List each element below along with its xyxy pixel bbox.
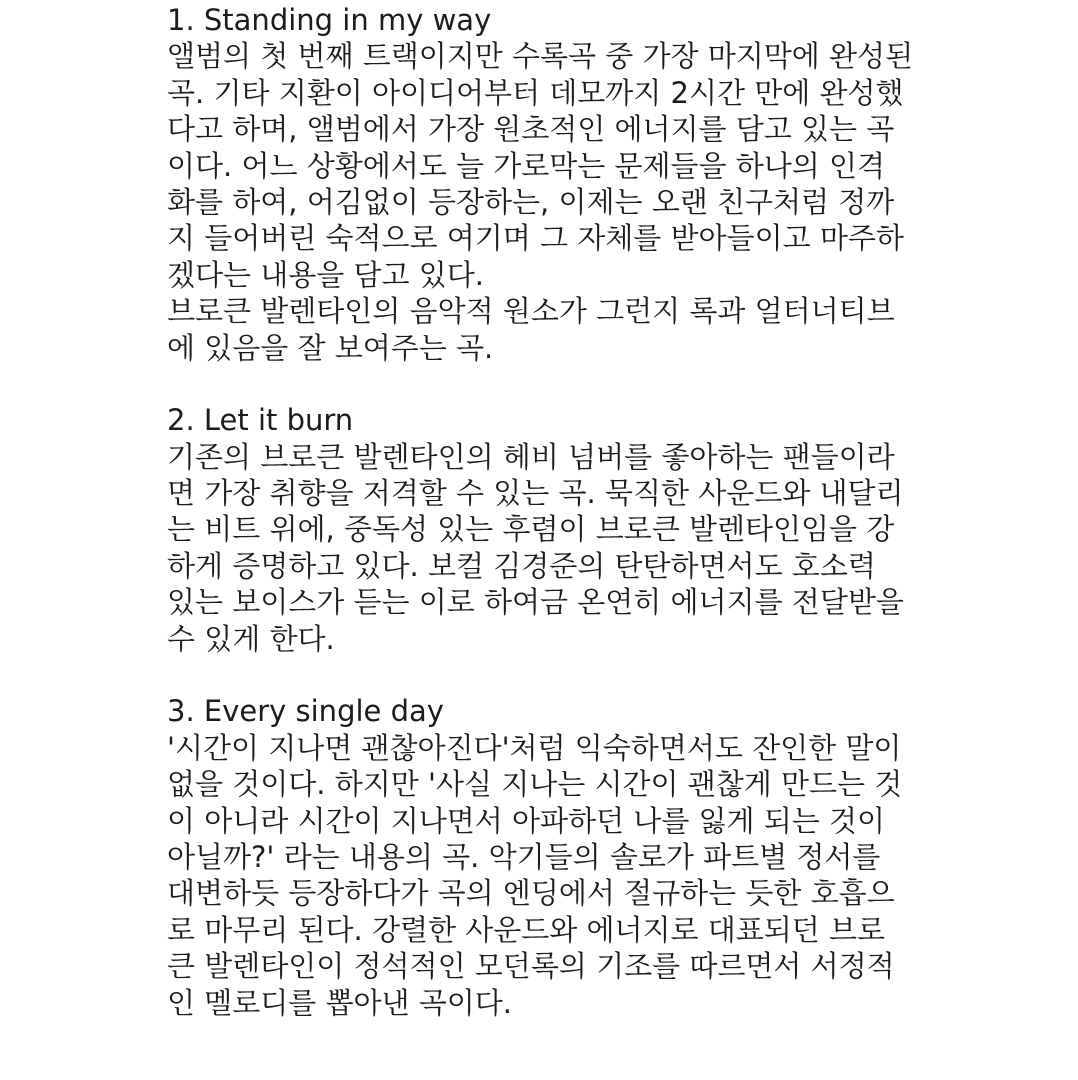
paragraph-line: 기존의 브로큰 발렌타인의 헤비 넘버를 좋아하는 팬들이라 [167, 439, 895, 474]
paragraph-line: 곡. 기타 지환이 아이디어부터 데모까지 2시간 만에 완성했 [167, 75, 904, 110]
paragraph-spacer [167, 657, 927, 693]
section-let-it-burn [167, 402, 927, 657]
section-every-single-day [167, 693, 927, 1021]
document-body [167, 2, 927, 1021]
paragraph-line: 면 가장 취향을 저격할 수 있는 곡. 묵직한 사운드와 내달리 [167, 476, 904, 511]
paragraph-spacer [167, 366, 927, 402]
paragraph-line: 겠다는 내용을 담고 있다. [167, 257, 485, 292]
paragraph-line: 브로큰 발렌타인의 음악적 원소가 그런지 록과 얼터너티브 [167, 294, 895, 329]
paragraph-line: 화를 하여, 어김없이 등장하는, 이제는 오랜 친구처럼 정까 [167, 184, 895, 219]
paragraph-line: 인 멜로디를 뽑아낸 곡이다. [167, 985, 513, 1020]
section-title: 3. Every single day [167, 694, 444, 729]
paragraph-line: 아닐까?' 라는 내용의 곡. 악기들의 솔로가 파트별 정서를 [167, 839, 881, 874]
paragraph-line: 수 있게 한다. [167, 621, 335, 656]
section-title: 1. Standing in my way [167, 3, 492, 37]
paragraph-line: 이다. 어느 상황에서도 늘 가로막는 문제들을 하나의 인격 [167, 148, 886, 183]
paragraph-line: 이 아니라 시간이 지나면서 아파하던 나를 잃게 되는 것이 [167, 803, 886, 838]
paragraph-line: 다고 하며, 앨범에서 가장 원초적인 에너지를 담고 있는 곡 [167, 112, 895, 147]
paragraph-line: 없을 것이다. 하지만 '사실 지나는 시간이 괜찮게 만드는 것 [167, 767, 903, 802]
paragraph-line: '시간이 지나면 괜찮아진다'처럼 익숙하면서도 잔인한 말이 [167, 730, 902, 765]
paragraph-line: 있는 보이스가 듣는 이로 하여금 온연히 에너지를 전달받을 [167, 585, 904, 620]
paragraph-line: 대변하듯 등장하다가 곡의 엔딩에서 절규하는 듯한 호흡으 [167, 876, 895, 911]
paragraph-line: 하게 증명하고 있다. 보컬 김경준의 탄탄하면서도 호소력 [167, 548, 876, 583]
paragraph-line: 는 비트 위에, 중독성 있는 후렴이 브로큰 발렌타인임을 강 [167, 512, 895, 547]
paragraph-line: 큰 발렌타인이 정석적인 모던록의 기조를 따르면서 서정적 [167, 949, 895, 984]
section-standing-in-my-way [167, 2, 927, 366]
section-title: 2. Let it burn [167, 403, 354, 438]
paragraph-line: 로 마무리 된다. 강렬한 사운드와 에너지로 대표되던 브로 [167, 912, 886, 947]
paragraph-line: 앨범의 첫 번째 트랙이지만 수록곡 중 가장 마지막에 완성된 [167, 39, 914, 74]
paragraph-line: 지 들어버린 숙적으로 여기며 그 자체를 받아들이고 마주하 [167, 221, 904, 256]
paragraph-line: 에 있음을 잘 보여주는 곡. [167, 330, 494, 365]
